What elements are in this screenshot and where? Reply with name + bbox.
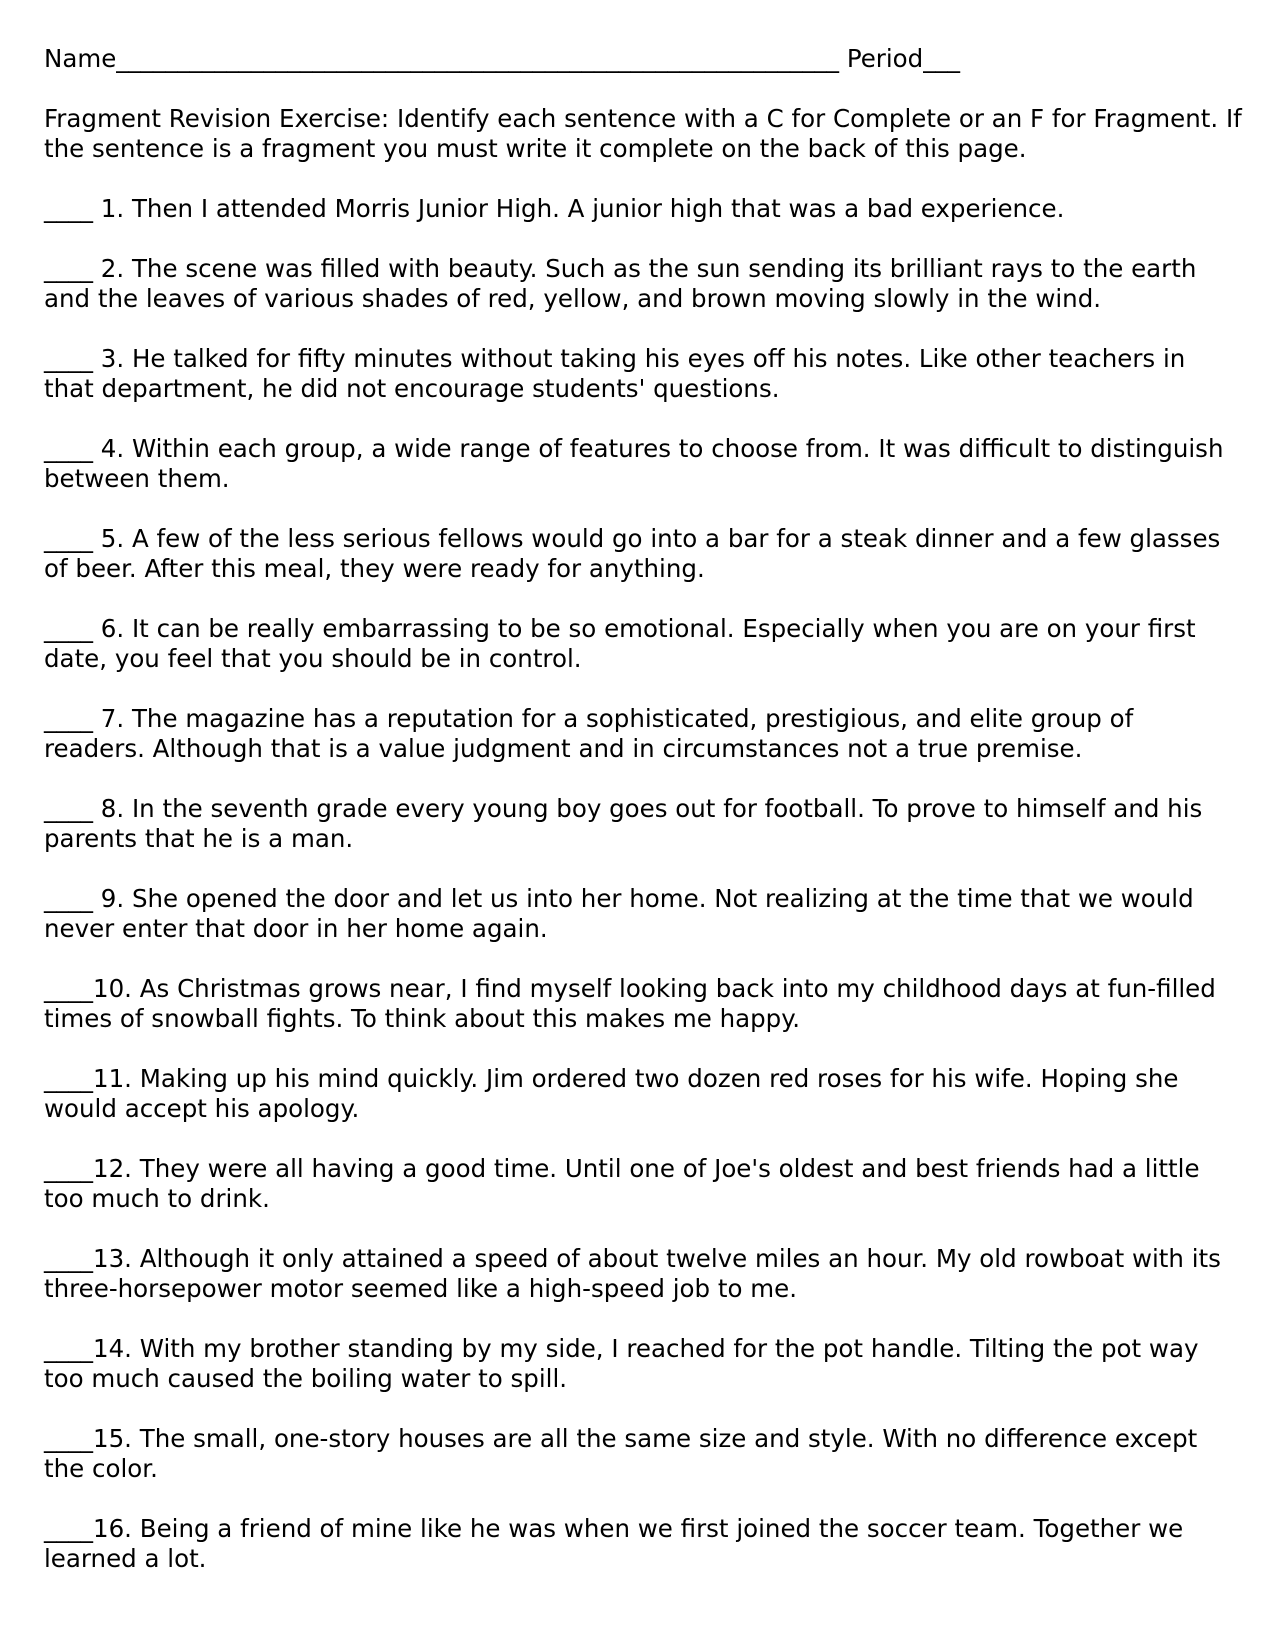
item-text: With my brother standing by my side, I reached for the pot handle. Tilting the pot way too much caused the boiling water to spill. [44,1334,1199,1393]
answer-blank: ____ [44,254,93,283]
answer-blank: ____ [44,1334,93,1363]
item-number: 4. [93,434,125,463]
item-number: 12. [93,1154,132,1183]
list-item [44,344,1224,404]
item-text: She opened the door and let us into her home. Not realizing at the time that we would never enter that door in her home again. [44,884,1194,943]
answer-blank: ____ [44,194,93,223]
list-item [44,1424,1224,1484]
item-number: 16. [93,1514,132,1543]
list-item [44,1154,1224,1214]
list-item [44,974,1224,1034]
list-item [44,704,1224,764]
item-number: 8. [93,794,125,823]
item-number: 13. [93,1244,132,1273]
item-number: 7. [93,704,125,733]
item-text: Although it only attained a speed of about twelve miles an hour. My old rowboat with its three-horsepower motor seemed like a high-speed job to me. [44,1244,1221,1303]
list-item [44,254,1224,314]
item-text: As Christmas grows near, I find myself looking back into my childhood days at fun-filled times of snowball fights. To think about this makes me happy. [44,974,1216,1033]
item-number: 10. [93,974,132,1003]
item-text: The magazine has a reputation for a sophisticated, prestigious, and elite group of readers. Although that is a value judgment and in circumstances not a true premise. [44,704,1134,763]
item-text: The scene was filled with beauty. Such as the sun sending its brilliant rays to the earth and the leaves of various shades of red, yellow, and brown moving slowly in the wind. [44,254,1197,313]
item-number: 9. [93,884,125,913]
list-item [44,1064,1224,1124]
answer-blank: ____ [44,434,93,463]
period-field-label: Period___ [839,44,960,73]
item-text: It can be really embarrassing to be so emotional. Especially when you are on your first date, you feel that you should be in control. [44,614,1196,673]
answer-blank: ____ [44,1424,93,1453]
answer-blank: ____ [44,1154,93,1183]
answer-blank: ____ [44,1514,93,1543]
item-text: The small, one-story houses are all the same size and style. With no difference except the color. [44,1424,1198,1483]
item-number: 14. [93,1334,132,1363]
answer-blank: ____ [44,1244,93,1273]
list-item [44,884,1224,944]
list-item [44,794,1224,854]
item-number: 5. [93,524,125,553]
answer-blank: ____ [44,974,93,1003]
item-text: In the seventh grade every young boy goes out for football. To prove to himself and his parents that he is a man. [44,794,1203,853]
answer-blank: ____ [44,614,93,643]
list-item [44,1334,1224,1394]
item-text: Then I attended Morris Junior High. A junior high that was a bad experience. [124,194,1065,223]
worksheet-page [44,44,1244,1574]
header-line [44,44,1244,74]
answer-blank: ____ [44,794,93,823]
instructions: Fragment Revision Exercise: Identify each sentence with a C for Complete or an F for Fragment. If the sentence is a fragment you must write it complete on the back of this page. [44,104,1242,163]
name-field-label: Name___________________________________________________________ [44,44,840,73]
answer-blank: ____ [44,1064,93,1093]
list-item [44,434,1224,494]
item-number: 1. [93,194,125,223]
item-number: 11. [93,1064,132,1093]
item-text: Being a friend of mine like he was when we first joined the soccer team. Together we learned a lot. [44,1514,1184,1573]
item-number: 2. [93,254,125,283]
item-number: 6. [93,614,125,643]
item-text: Within each group, a wide range of features to choose from. It was difficult to distinguish between them. [44,434,1224,493]
list-item [44,614,1224,674]
answer-blank: ____ [44,524,93,553]
list-item [44,194,1224,224]
item-number: 15. [93,1424,132,1453]
answer-blank: ____ [44,884,93,913]
answer-blank: ____ [44,704,93,733]
list-item [44,524,1224,584]
list-item [44,1244,1224,1304]
item-text: A few of the less serious fellows would go into a bar for a steak dinner and a few glasses of beer. After this meal, they were ready for anything. [44,524,1221,583]
list-item [44,1514,1224,1574]
item-text: Making up his mind quickly. Jim ordered two dozen red roses for his wife. Hoping she would accept his apology. [44,1064,1179,1123]
answer-blank: ____ [44,344,93,373]
item-text: They were all having a good time. Until one of Joe's oldest and best friends had a little too much to drink. [44,1154,1200,1213]
item-number: 3. [93,344,125,373]
item-text: He talked for fifty minutes without taking his eyes off his notes. Like other teachers in that department, he did not encourage students' questions. [44,344,1186,403]
